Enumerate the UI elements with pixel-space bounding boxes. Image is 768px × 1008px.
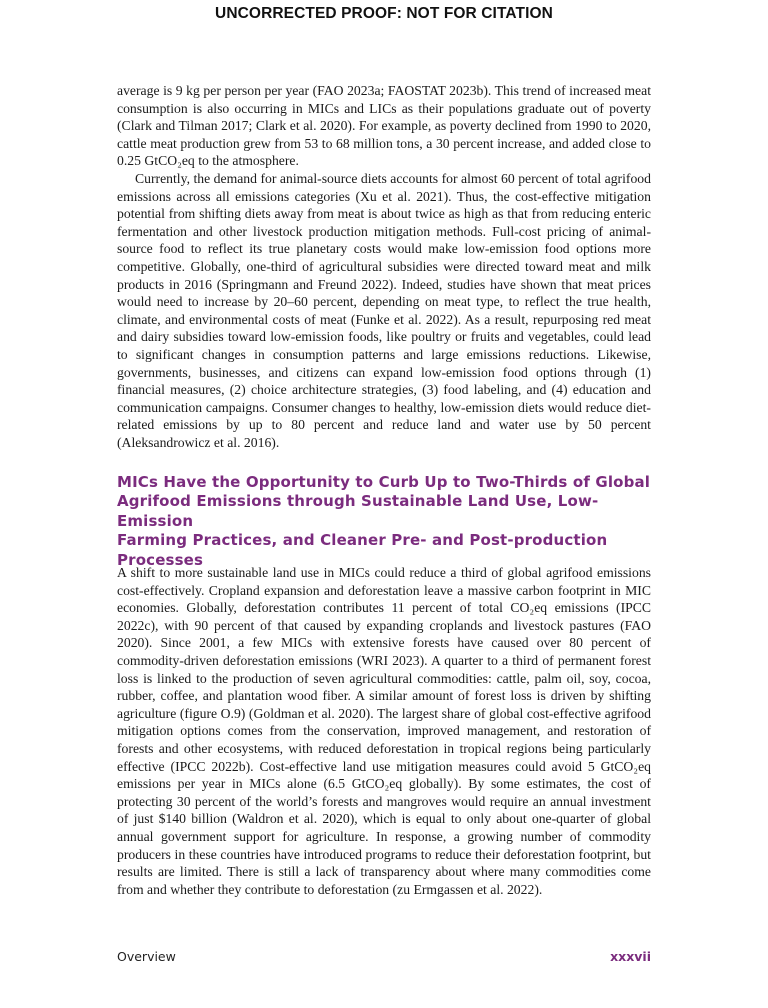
footer-section-label: Overview	[117, 949, 176, 964]
paragraph: A shift to more sustainable land use in MICs could reduce a third of global agrifood emissions cost-effectively. Cropland expansion and deforestation leave a massive carbon footprint in MIC economies. Globally, deforestation contributes 11 percent of total CO₂eq emissions (IPCC 2022c), with 90 percent of that caused by expanding croplands and livestock pastures (FAO 2020). Since 2001, a few MICs with extensive forests have caused over 80 percent of commodity-driven deforestation emissions (WRI 2023). A quarter to a third of permanent forest loss is linked to the production of seven agricultural commodities: cattle, palm oil, soy, cocoa, rubber, coffee, and plantation wood fiber. A similar amount of forest loss is driven by shifting agriculture (figure O.9) (Goldman et al. 2020). The largest share of global cost-effective agrifood mitigation options comes from the conservation, improved management, and restoration of forests and other ecosystems, with reduced deforestation in tropical regions being particularly effective (IPCC 2022b). Cost-effective land use mitigation measures could avoid 5 GtCO₂eq emissions per year in MICs alone (6.5 GtCO₂eq globally). By some estimates, the cost of protecting 30 percent of the world’s forests and mangroves would require an annual investment of just $140 billion (Waldron et al. 2020), which is equal to only about one-quarter of global annual government support for agriculture. In response, a growing number of commodity producers in these countries have introduced programs to reduce their deforestation footprint, but results are limited. There is still a lack of transparency about where many commodities come from and whether they contribute to deforestation (zu Ermgassen et al. 2022).	[117, 565, 651, 897]
body-text-top	[117, 82, 651, 451]
body-text-bottom	[117, 564, 651, 898]
proof-banner: UNCORRECTED PROOF: NOT FOR CITATION	[215, 5, 553, 22]
heading-line: Processes	[117, 550, 204, 569]
heading-line: MICs Have the Opportunity to Curb Up to Two-Thirds of Global	[117, 473, 651, 491]
heading-line: Agrifood Emissions through Sustainable Land Use, Low-Emission	[117, 492, 599, 530]
paragraph: average is 9 kg per person per year (FAO 2023a; FAOSTAT 2023b). This trend of increased meat consumption is also occurring in MICs and LICs as their populations graduate out of poverty (Clark and Tilman 2017; Clark et al. 2020). For example, as poverty declined from 1990 to 2020, cattle meat production grew from 53 to 68 million tons, a 30 percent increase, and added close to 0.25 GtCO₂eq to the atmosphere.	[117, 83, 651, 169]
heading-line: Farming Practices, and Cleaner Pre- and Post-production	[117, 531, 608, 550]
paragraph: Currently, the demand for animal-source diets accounts for almost 60 percent of total agrifood emissions across all emissions categories (Xu et al. 2021). Thus, the cost-effective mitigation potential from shifting diets away from meat is about twice as high as that from reducing enteric fermentation and other livestock production mitigation methods. Full-cost pricing of animal-source food to reflect its true planetary costs would make low-emission food options more competitive. Globally, one-third of agricultural subsidies were directed toward meat and milk products in 2016 (Springmann and Freund 2022). Indeed, studies have shown that meat prices would need to increase by 20–60 percent, depending on meat type, to reflect the true health, climate, and environmental costs of meat (Funke et al. 2022). As a result, repurposing red meat and dairy subsidies toward low-emission foods, like poultry or fruits and vegetables, could lead to significant changes in consumption patterns and large emissions reductions. Likewise, governments, businesses, and citizens can expand low-emission food options through (1) financial measures, (2) choice architecture strategies, (3) food labeling, and (4) education and communication campaigns. Consumer changes to healthy, low-emission diets would reduce diet-related emissions by up to 80 percent and reduce land and water use by 50 percent (Aleksandrowicz et al. 2016).	[117, 170, 651, 450]
section-heading	[117, 473, 657, 570]
page-number: xxxvii	[610, 949, 651, 964]
